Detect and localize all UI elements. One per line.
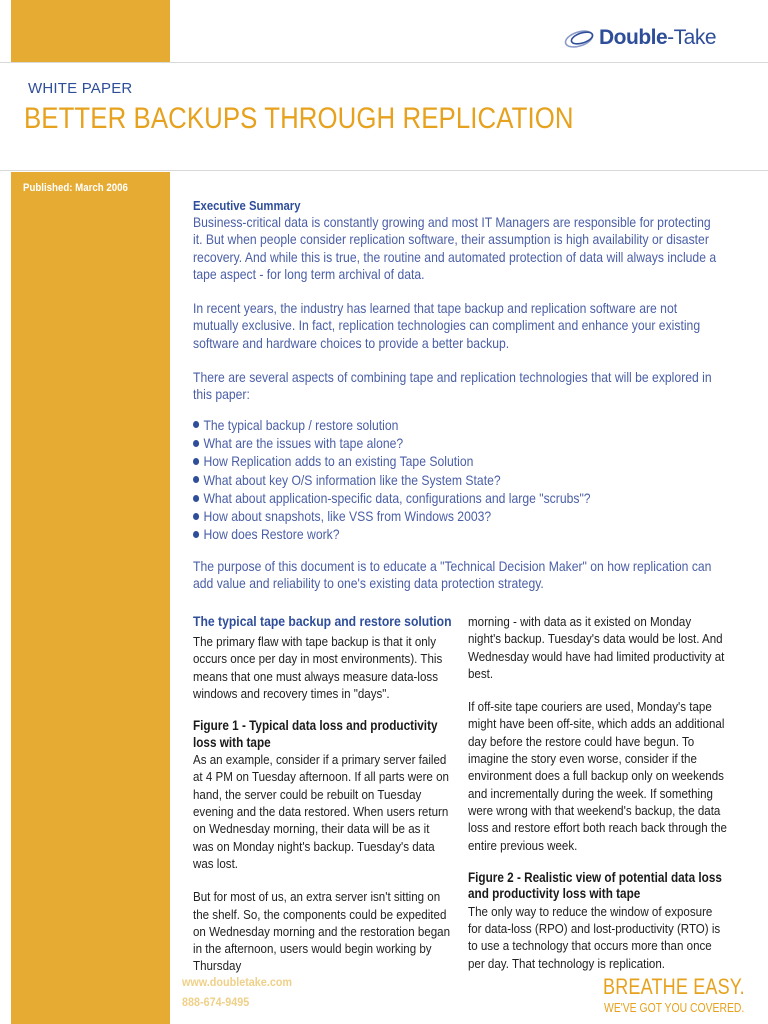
list-item: What about application-specific data, configurations and large "scrubs"? — [193, 489, 723, 507]
bullet-icon — [193, 495, 199, 502]
purpose-paragraph: The purpose of this document is to educate a "Technical Decision Maker" on how replication can add value and reliability to one's existing data protection strategy. — [193, 557, 712, 592]
right-column — [468, 613, 728, 972]
summary-paragraph: Business-critical data is constantly growing and most IT Managers are responsible for protecting it. But when people consider replication software, their assumption is high availability or disaster recovery. And while this is true, the routine and automated protection of data will always include a tape aspect - for long term archival of data. — [193, 214, 717, 282]
website-link[interactable]: www.doubletake.com — [182, 975, 293, 989]
executive-summary-section — [193, 198, 723, 592]
header-accent-bar — [11, 0, 170, 62]
list-item: How does Restore work? — [193, 525, 723, 543]
body-paragraph: morning - with data as it existed on Monday night's backup. Tuesday's data would be lost. And Wednesday would have had limited productivity at best. — [468, 614, 725, 681]
executive-summary-heading: Executive Summary — [193, 198, 301, 213]
section-heading: The typical tape backup and restore solution — [193, 613, 452, 629]
summary-paragraph: In recent years, the industry has learned that tape backup and replication software are not mutually exclusive. In fact, replication technologies can compliment and enhance your existing software and hardware choices to provide a better backup. — [193, 300, 701, 351]
double-take-logo — [562, 22, 752, 54]
bullet-icon — [193, 421, 199, 428]
bullet-icon — [193, 476, 199, 483]
list-item: How Replication adds to an existing Tape Solution — [193, 452, 723, 470]
body-paragraph: If off-site tape couriers are used, Monday's tape might have been off-site, which adds an additional day before the restore could have begun. To imagine the story even worse, consider if the environment does a full backup only on weekends and incrementally during the week. If something were wrong with that weekend's backup, the data loss and restore effort both reach back through the entire previous week. — [468, 699, 727, 853]
list-item: How about snapshots, like VSS from Windows 2003? — [193, 507, 723, 525]
bullet-icon — [193, 513, 199, 520]
logo-swoosh-icon — [562, 25, 598, 51]
tagline: BREATHE EASY. — [603, 974, 745, 999]
body-paragraph: But for most of us, an extra server isn't sitting on the shelf. So, the components could be expedited on Wednesday morning and the restoration began in the afternoon, users would begin working by Thursday — [193, 889, 451, 974]
figure-caption: Figure 1 - Typical data loss and productivity loss with tape — [193, 718, 438, 750]
bullet-icon — [193, 440, 199, 447]
subtagline: WE'VE GOT YOU COVERED. — [604, 1000, 745, 1015]
bullet-icon — [193, 458, 199, 465]
left-column — [193, 613, 451, 975]
bullet-icon — [193, 531, 199, 538]
topics-list — [193, 416, 723, 544]
list-item: What are the issues with tape alone? — [193, 434, 723, 452]
body-paragraph: As an example, consider if a primary server failed at 4 PM on Tuesday afternoon. If all parts were on hand, the server could be rebuilt on Tuesday evening and the data restored. When users return on Wednesday morning, their data will be as it was on Monday night's backup. Tuesday's data was lost. — [193, 752, 449, 871]
header-divider — [0, 62, 768, 63]
logo-text-secondary: -Take — [667, 26, 717, 49]
document-title: BETTER BACKUPS THROUGH REPLICATION — [24, 102, 574, 135]
logo-text-primary: Double — [599, 26, 668, 49]
list-item: The typical backup / restore solution — [193, 416, 723, 434]
title-divider — [0, 170, 768, 171]
summary-paragraph: There are several aspects of combining tape and replication technologies that will be explored in this paper: — [193, 369, 712, 403]
list-item: What about key O/S information like the System State? — [193, 471, 723, 489]
sidebar-accent-bar — [11, 172, 170, 1024]
footer-contact — [182, 972, 292, 1012]
figure-caption: Figure 2 - Realistic view of potential data loss and productivity loss with tape — [468, 869, 722, 902]
body-paragraph: The only way to reduce the window of exposure for data-loss (RPO) and lost-productivity (RTO) is to use a technology that occurs more than once per day. That technology is replication. — [468, 903, 721, 971]
published-date: Published: March 2006 — [23, 182, 128, 194]
body-paragraph: The primary flaw with tape backup is that it only occurs once per day in most environments). This means that one must always measure data-loss windows and recovery times in "days". — [193, 634, 443, 701]
document-type-label: WHITE PAPER — [28, 80, 133, 97]
phone-number: 888-674-9495 — [182, 995, 250, 1009]
